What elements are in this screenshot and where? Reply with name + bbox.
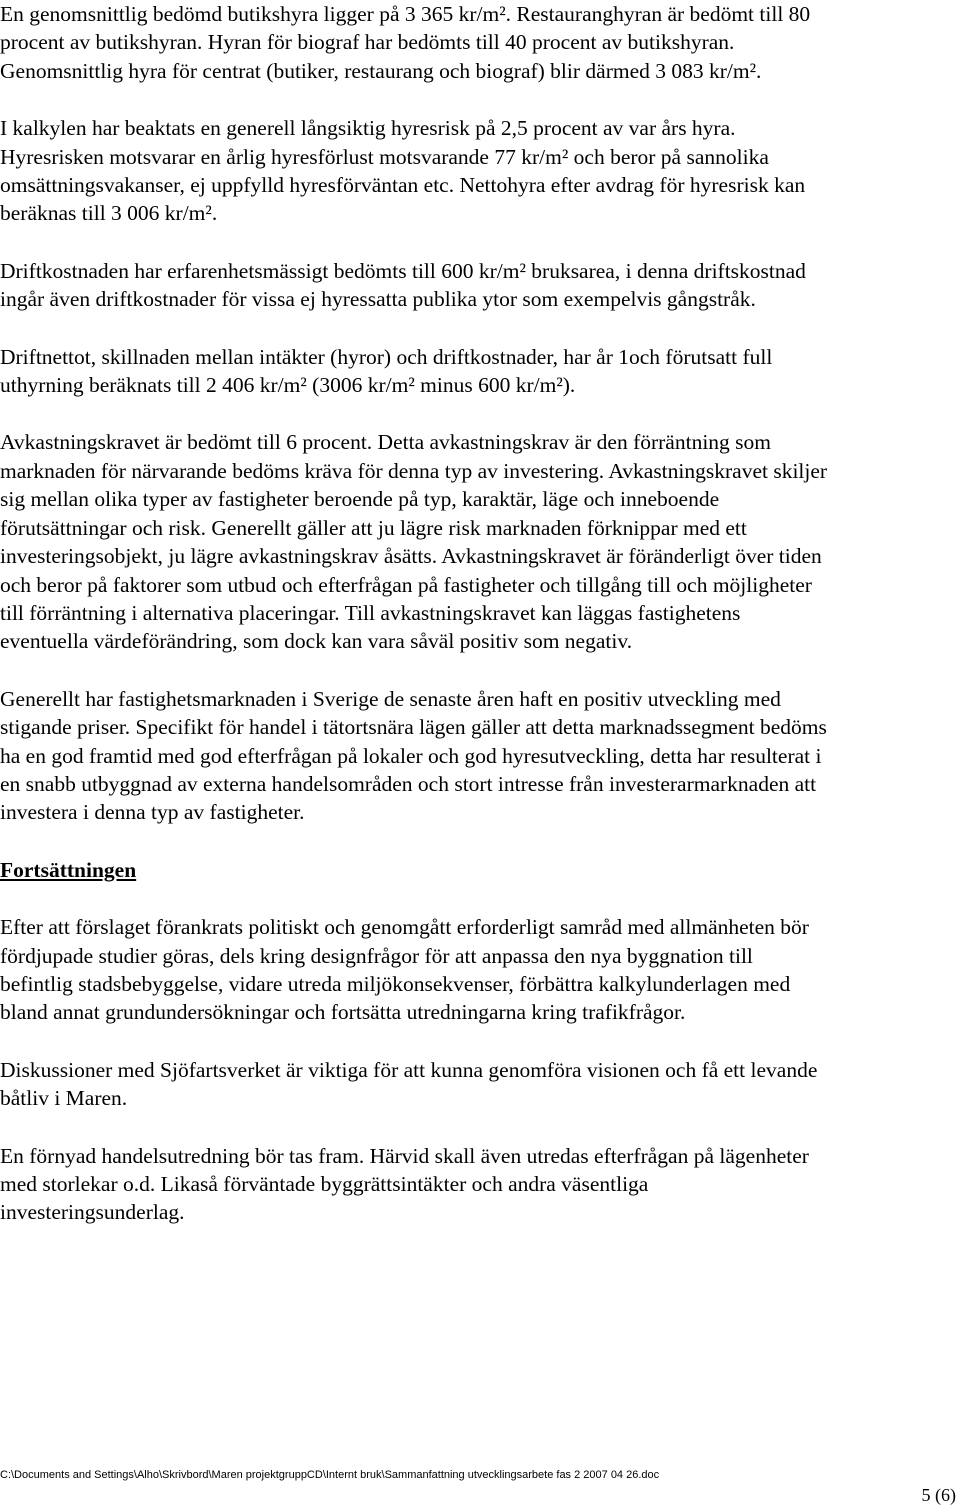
section-heading-fortsattningen: Fortsättningen <box>0 857 137 882</box>
paragraph-sjofartsverket: Diskussioner med Sjöfartsverket är viktiga för att kunna genomföra visionen och få ett levande båtliv i Maren. <box>0 1057 818 1111</box>
paragraph-driftnetto: Driftnettot, skillnaden mellan intäkter (hyror) och driftkostnader, har år 1och förutsatt full uthyrning beräknats till 2 406 kr/m² (3006 kr/m² minus 600 kr/m²). <box>0 344 773 398</box>
paragraph-hyresrisk: I kalkylen har beaktats en generell långsiktig hyresrisk på 2,5 procent av var års hyra. Hyresrisken motsvarar en årlig hyresförlust motsvarande 77 kr/m² och beror på sannolika omsättningsvakanser, ej uppfylld hyresförväntan etc. Nettohyra efter avdrag för hyresrisk kan beräknas till 3 006 kr/m². <box>0 116 806 226</box>
footer-file-path: C:\Documents and Settings\Alho\Skrivbord\Maren projektgruppCD\Internt bruk\Sammanfattning utvecklingsarbete fas 2 2007 04 26.doc <box>0 1469 660 1481</box>
paragraph-driftkostnad: Driftkostnaden har erfarenhetsmässigt bedömts till 600 kr/m² bruksarea, i denna driftskostnad ingår även driftkostnader för vissa ej hyressatta publika ytor som exempelvis gångstråk. <box>0 258 806 312</box>
paragraph-butikshyra: En genomsnittlig bedömd butikshyra ligger på 3 365 kr/m². Restauranghyran är bedömt till 80 procent av butikshyran. Hyran för biograf har bedömts till 40 procent av butikshyran. Genomsnittlig hyra för centrat (butiker, restaurang och biograf) blir därmed 3 083 kr/m². <box>0 2 811 83</box>
paragraph-forslaget: Efter att förslaget förankrats politiskt och genomgått erforderligt samråd med allmänheten bör fördjupade studier göras, dels kring designfrågor för att anpassa den nya byggnation till befintlig stadsbebyggelse, vidare utreda miljökonsekvenser, förbättra kalkylunderlagen med bland annat grundundersökningar och fortsätta utredningarna kring trafikfrågor. <box>0 915 809 1025</box>
paragraph-fastighetsmarknad: Generellt har fastighetsmarknaden i Sverige de senaste åren haft en positiv utveckling med stigande priser. Specifikt för handel i tätortsnära lägen gäller att detta marknadssegment bedöms ha en god framtid med god efterfrågan på lokaler och god hyresutveckling, detta har resulterat i en snabb utbyggnad av externa handelsområden och stort intresse från investerarmarknaden att investera i denna typ av fastigheter. <box>0 686 827 825</box>
paragraph-avkastningskrav: Avkastningskravet är bedömt till 6 procent. Detta avkastningskrav är den förräntning som marknaden för närvarande bedöms kräva för denna typ av investering. Avkastningskravet skiljer sig mellan olika typer av fastigheter beroende på typ, karaktär, läge och inneboende förutsättningar och risk. Generellt gäller att ju lägre risk marknaden förknippar med ett investeringsobjekt, ju lägre avkastningskrav åsätts. Avkastningskravet är föränderligt över tiden och beror på faktorer som utbud och efterfrågan på fastigheter och tillgång till och möjligheter till förräntning i alternativa placeringar. Till avkastningskravet kan läggas fastighetens eventuella värdeförändring, som dock kan vara såväl positiv som negativ. <box>0 430 828 654</box>
paragraph-handelsutredning: En förnyad handelsutredning bör tas fram. Härvid skall även utredas efterfrågan på lägenheter med storlekar o.d. Likaså förväntade byggrättsintäkter och andra väsentliga investeringsunderlag. <box>0 1143 809 1225</box>
page-number: 5 (6) <box>921 1485 956 1505</box>
